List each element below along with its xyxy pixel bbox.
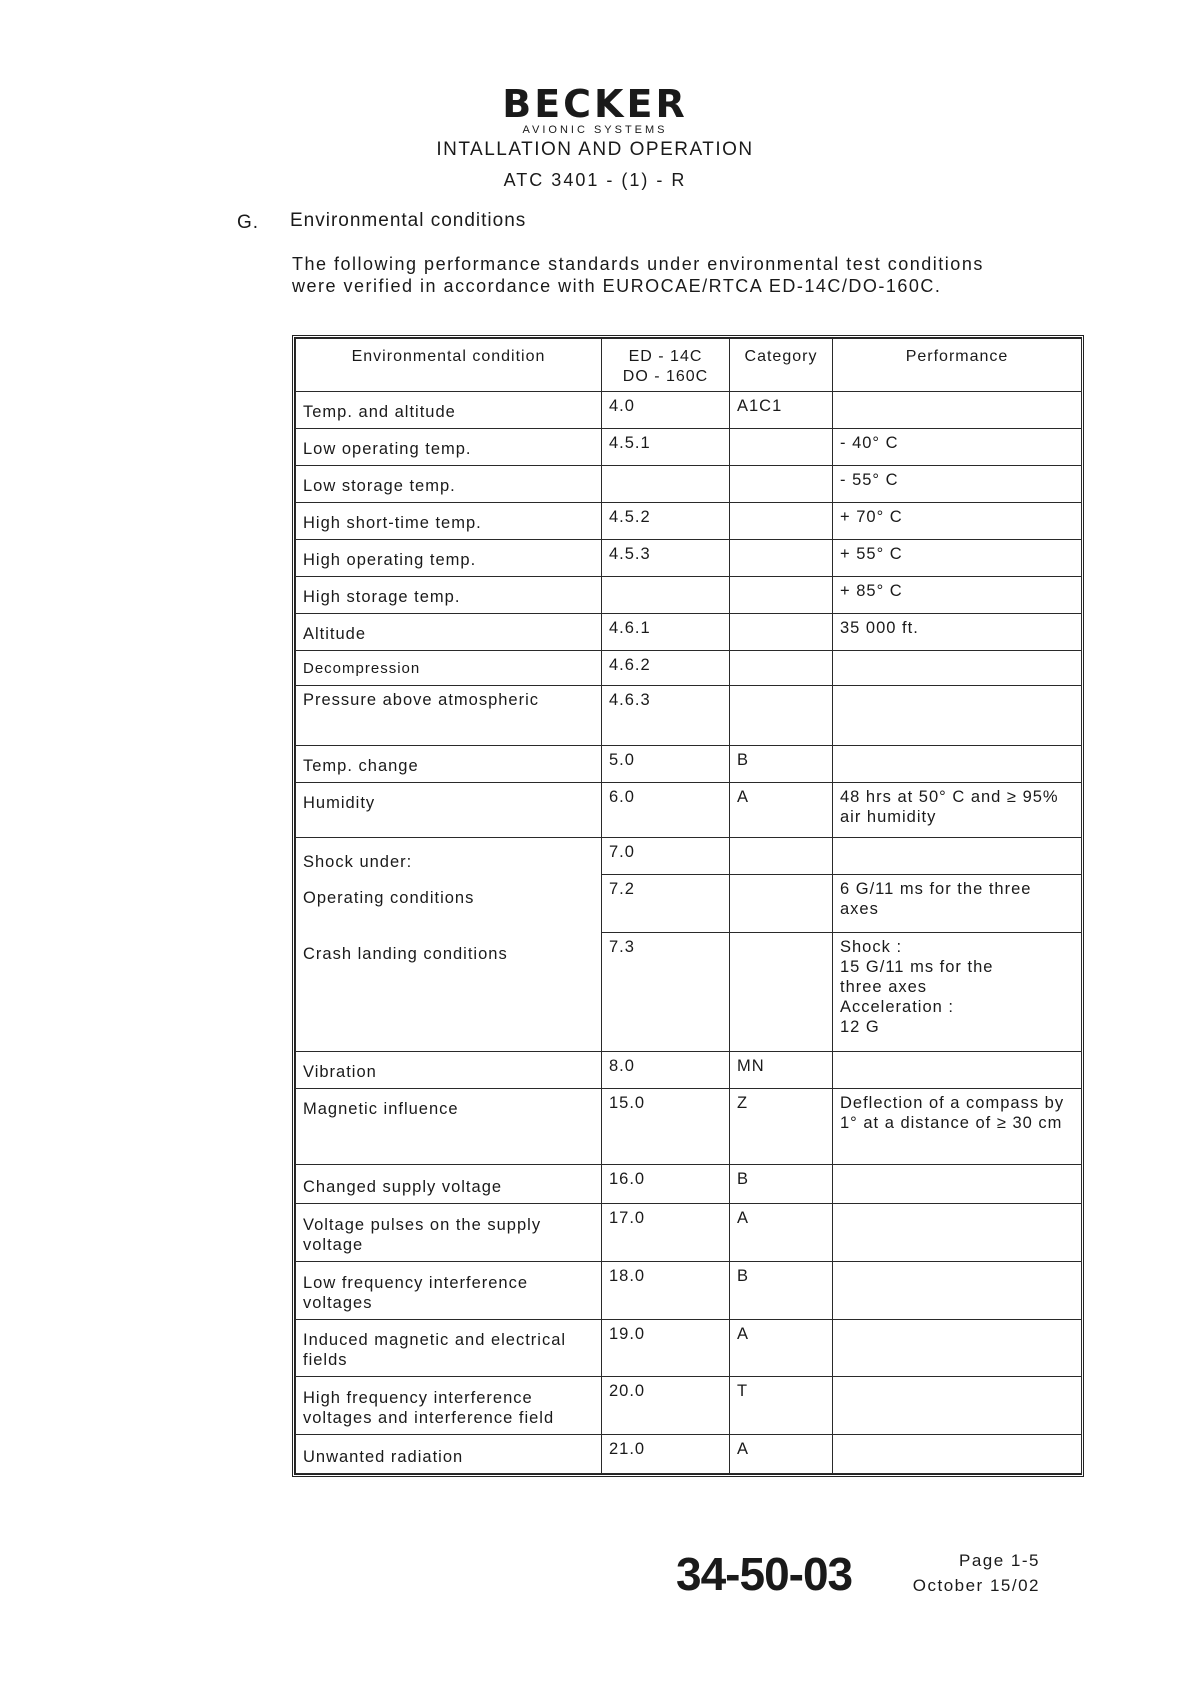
cell-performance: + 85° C: [833, 577, 1082, 614]
table-header-row: [296, 339, 1082, 392]
document-title: INTALLATION AND OPERATION: [436, 139, 754, 160]
cell-category: [730, 540, 833, 577]
table-row: [296, 614, 1082, 651]
page-info: [900, 1548, 1040, 1598]
cell-performance: [833, 686, 1082, 746]
table-row: [296, 1319, 1082, 1377]
cell-category: [730, 429, 833, 466]
cell-category: Z: [730, 1089, 833, 1165]
brand-logo: BECKER: [502, 82, 688, 126]
cell-standard: 21.0: [602, 1434, 730, 1473]
cell-performance-crash: [833, 932, 1082, 1051]
cell-category: A: [730, 1319, 833, 1377]
cell-condition: High frequency interference voltages and interference field: [296, 1377, 602, 1435]
cell-category: A1C1: [730, 392, 833, 429]
cell-category: A: [730, 1434, 833, 1473]
cell-condition: Pressure above atmospheric: [296, 686, 602, 746]
cell-standard: 8.0: [602, 1052, 730, 1089]
table-row: [296, 1434, 1082, 1473]
cell-category: [730, 838, 833, 875]
cell-standard: 4.6.2: [602, 651, 730, 686]
cell-performance: [833, 1377, 1082, 1435]
cell-category: B: [730, 1165, 833, 1204]
cell-condition: Temp. change: [296, 745, 602, 782]
table-row: [296, 1204, 1082, 1262]
cell-category: MN: [730, 1052, 833, 1089]
cell-standard: 7.3: [602, 932, 730, 1051]
cell-performance: [833, 745, 1082, 782]
cell-standard: 5.0: [602, 745, 730, 782]
section-letter: G.: [237, 212, 260, 233]
cell-condition: Temp. and altitude: [296, 392, 602, 429]
cell-performance: [833, 1165, 1082, 1204]
crash-perf-line: 15 G/11 ms for the: [840, 957, 994, 976]
crash-perf-line: three axes: [840, 977, 928, 996]
cell-standard: 7.0: [602, 838, 730, 875]
cell-condition: Unwanted radiation: [296, 1434, 602, 1473]
header-performance: Performance: [833, 339, 1082, 392]
cell-category: [730, 875, 833, 933]
intro-paragraph: [292, 253, 1082, 297]
table-row: [296, 392, 1082, 429]
cell-category: [730, 651, 833, 686]
cell-performance: [833, 1204, 1082, 1262]
cell-condition-shock: [296, 838, 602, 1052]
cell-standard: [602, 466, 730, 503]
intro-line-2: were verified in accordance with EUROCAE/RTCA ED-14C/DO-160C.: [292, 276, 942, 296]
cell-category: B: [730, 745, 833, 782]
table-row-shock: [296, 838, 1082, 875]
cell-performance: [833, 838, 1082, 875]
cell-category: A: [730, 1204, 833, 1262]
cell-performance: + 55° C: [833, 540, 1082, 577]
cell-standard: 4.6.3: [602, 686, 730, 746]
cell-performance: Deflection of a compass by 1° at a distance of ≥ 30 cm: [833, 1089, 1082, 1165]
intro-line-1: The following performance standards under environmental test conditions: [292, 254, 984, 274]
table-row: [296, 782, 1082, 838]
cell-category: B: [730, 1261, 833, 1319]
table-row: [296, 503, 1082, 540]
table-row: [296, 429, 1082, 466]
cell-performance: - 40° C: [833, 429, 1082, 466]
cell-condition: Low storage temp.: [296, 466, 602, 503]
shock-label-main: Shock under:: [303, 853, 413, 872]
cell-standard: 4.5.2: [602, 503, 730, 540]
cell-performance: + 70° C: [833, 503, 1082, 540]
shock-label-operating: Operating conditions: [303, 889, 475, 908]
cell-condition: High short-time temp.: [296, 503, 602, 540]
cell-standard: 4.5.3: [602, 540, 730, 577]
cell-condition: Low frequency interference voltages: [296, 1261, 602, 1319]
cell-condition: Vibration: [296, 1052, 602, 1089]
cell-standard: 20.0: [602, 1377, 730, 1435]
cell-category: [730, 614, 833, 651]
cell-standard: 6.0: [602, 782, 730, 838]
section-heading: Environmental conditions: [290, 210, 527, 231]
cell-category: [730, 686, 833, 746]
header-category: Category: [730, 339, 833, 392]
document-code: 34-50-03: [676, 1548, 853, 1600]
table-row: [296, 540, 1082, 577]
cell-condition: Humidity: [296, 782, 602, 838]
cell-performance: [833, 392, 1082, 429]
cell-standard: [602, 577, 730, 614]
cell-performance: [833, 1434, 1082, 1473]
cell-condition: High operating temp.: [296, 540, 602, 577]
cell-standard: 15.0: [602, 1089, 730, 1165]
cell-condition: High storage temp.: [296, 577, 602, 614]
table-row: [296, 1089, 1082, 1165]
table-row: [296, 1165, 1082, 1204]
cell-category: A: [730, 782, 833, 838]
crash-perf-line: Shock :: [840, 937, 903, 956]
cell-standard: 19.0: [602, 1319, 730, 1377]
table-row: [296, 1377, 1082, 1435]
cell-category: [730, 577, 833, 614]
header-condition: Environmental condition: [296, 339, 602, 392]
table-row: [296, 686, 1082, 746]
cell-condition: Induced magnetic and electrical fields: [296, 1319, 602, 1377]
cell-standard: 16.0: [602, 1165, 730, 1204]
cell-standard: 18.0: [602, 1261, 730, 1319]
table-row: [296, 651, 1082, 686]
cell-performance: 6 G/11 ms for the three axes: [833, 875, 1082, 933]
header-standard: [602, 339, 730, 392]
environmental-conditions-table: [292, 335, 1084, 1477]
table-row: [296, 466, 1082, 503]
table-row: [296, 577, 1082, 614]
cell-condition: Altitude: [296, 614, 602, 651]
cell-performance: 35 000 ft.: [833, 614, 1082, 651]
cell-category: [730, 932, 833, 1051]
cell-standard: 4.0: [602, 392, 730, 429]
table-row: [296, 1052, 1082, 1089]
cell-category: [730, 466, 833, 503]
header-standard-do: DO - 160C: [622, 368, 709, 385]
page-number: Page 1-5: [959, 1551, 1040, 1570]
model-designation: ATC 3401 - (1) - R: [503, 170, 687, 190]
cell-standard: 4.5.1: [602, 429, 730, 466]
cell-performance: [833, 1261, 1082, 1319]
table-row: [296, 1261, 1082, 1319]
cell-performance: [833, 1052, 1082, 1089]
cell-standard: 4.6.1: [602, 614, 730, 651]
page-date: October 15/02: [912, 1576, 1040, 1595]
cell-performance: - 55° C: [833, 466, 1082, 503]
brand-subtitle: AVIONIC SYSTEMS: [522, 124, 668, 136]
cell-standard: 17.0: [602, 1204, 730, 1262]
cell-category: [730, 503, 833, 540]
cell-performance: [833, 651, 1082, 686]
crash-perf-line: Acceleration :: [840, 997, 954, 1016]
cell-performance: 48 hrs at 50° C and ≥ 95% air humidity: [833, 782, 1082, 838]
cell-condition: Voltage pulses on the supply voltage: [296, 1204, 602, 1262]
cell-condition: Decompression: [296, 651, 602, 686]
table-row: [296, 745, 1082, 782]
cell-condition: Magnetic influence: [296, 1089, 602, 1165]
cell-standard: 7.2: [602, 875, 730, 933]
cell-condition: Low operating temp.: [296, 429, 602, 466]
shock-label-crash: Crash landing conditions: [303, 945, 508, 964]
cell-condition: Changed supply voltage: [296, 1165, 602, 1204]
cell-performance: [833, 1319, 1082, 1377]
header-standard-ed: ED - 14C: [628, 348, 703, 365]
cell-category: T: [730, 1377, 833, 1435]
crash-perf-line: 12 G: [840, 1017, 880, 1036]
